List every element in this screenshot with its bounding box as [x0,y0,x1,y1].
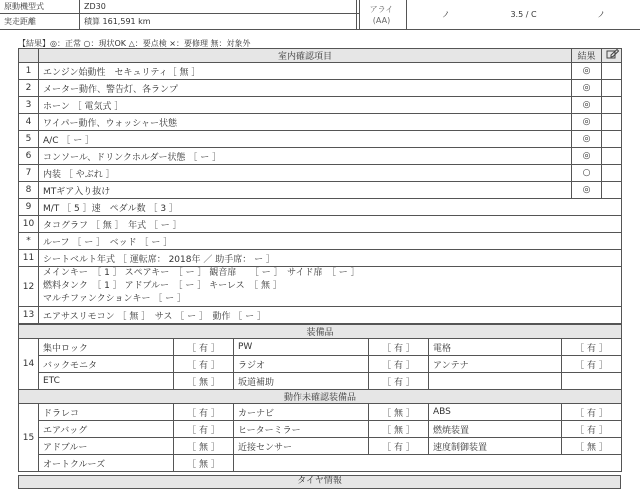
check-row: 9 M/T ［ 5 ］速 ペダル数 ［ 3 ］ [19,199,622,216]
check-row: 3 ホーン ［ 電気式 ］ ◎ [19,97,622,114]
result-header: 結果 [572,49,602,63]
alignment-value-1: ノ [407,0,485,30]
vehicle-info-table [0,0,360,30]
check-row: 8 MTギア入り抜け ◎ [19,182,622,199]
alignment-table [356,0,640,30]
alignment-value-2: 3.5 / C [485,0,563,30]
keys-line-3: マルチファンクションキー ［ ー ］ [43,293,617,306]
equipment-title: 装備品 [19,325,622,339]
unverified-title: 動作未確認装備品 [19,390,622,404]
equipment-row: バックモニタ ［ 有 ］ ラジオ ［ 有 ］ アンテナ ［ 有 ］ [19,356,622,373]
tire-info-header: タイヤ情報 [18,475,621,489]
alignment-value-3: ノ [563,0,640,30]
check-row: 2 メーター動作、警告灯、各ランプ ◎ [19,80,622,97]
unverified-equipment-table [18,389,622,472]
keys-line-1: メインキー ［ 1 ］ スペアキー ［ ー ］ 観音扉 ［ ー ］ サイド扉 ［ ー ］ [43,267,617,280]
check-row: 11 シートベルト年式 ［ 運転席： 2018年 ／ 助手席： ー ］ [19,250,622,267]
equipment-row: ETC ［ 無 ］ 坂道補助 ［ 有 ］ [19,373,622,390]
check-row: 1 エンジン始動性 セキュリティ［ 無 ］ ◎ [19,63,622,80]
model-value: ZD30 [80,0,360,14]
edit-icon[interactable] [606,52,619,62]
model-label: 原動機型式 [0,0,80,14]
check-row: 13 エアサスリモコン ［ 無 ］ サス ［ ー ］ 動作 ［ ー ］ [19,307,622,324]
check-row: * ルーフ ［ ー ］ ベッド ［ ー ］ [19,233,622,250]
interior-check-table [18,48,622,324]
mileage-label: 実走距離 [0,14,80,30]
unverified-row: エアバッグ ［ 有 ］ ヒーターミラー ［ 無 ］ 燃焼装置 ［ 有 ］ [19,421,622,438]
result-legend: 【結果】◎：正常 ○：現状OK △：要点検 ×：要修理 無：対象外 [18,40,251,48]
check-row: 4 ワイパー動作、ウォッシャー状態 ◎ [19,114,622,131]
unverified-row: オートクルーズ ［ 無 ］ [19,455,622,472]
check-row: 5 A/C ［ ー ］ ◎ [19,131,622,148]
equipment-table [18,324,622,390]
unverified-row: アドブルー ［ 無 ］ 近接センサー ［ 有 ］ 速度制御装置 ［ 無 ］ [19,438,622,455]
mileage-value: 積算 161,591 km [80,14,360,30]
keys-line-2: 燃料タンク ［ 1 ］ アドブルー ［ ー ］ キーレス ［ 無 ］ [43,280,617,293]
unverified-row: 15 ドラレコ ［ 有 ］ カーナビ ［ 無 ］ ABS ［ 有 ］ [19,404,622,421]
check-row: 10 タコグラフ ［ 無 ］ 年式 ［ ー ］ [19,216,622,233]
alignment-label: アライ (AA) [357,0,407,30]
interior-check-title: 室内確認項目 [39,49,572,63]
equipment-row: 14 集中ロック ［ 有 ］ PW ［ 有 ］ 電格 ［ 有 ］ [19,339,622,356]
keys-row: 12 メインキー ［ 1 ］ スペアキー ［ ー ］ 観音扉 ［ ー ］ サイド扉 ［ ー ］ 燃料タンク ［ 1 ］ アドブルー ［ ー ］ キーレス ［ 無 ］ マルチファンクションキー ［ ー ］ [19,267,622,307]
check-row: 7 内装 ［ やぶれ ］ ○ [19,165,622,182]
check-row: 6 コンソール、ドリンクホルダー状態 ［ ー ］ ◎ [19,148,622,165]
edit-cell[interactable] [602,49,622,63]
